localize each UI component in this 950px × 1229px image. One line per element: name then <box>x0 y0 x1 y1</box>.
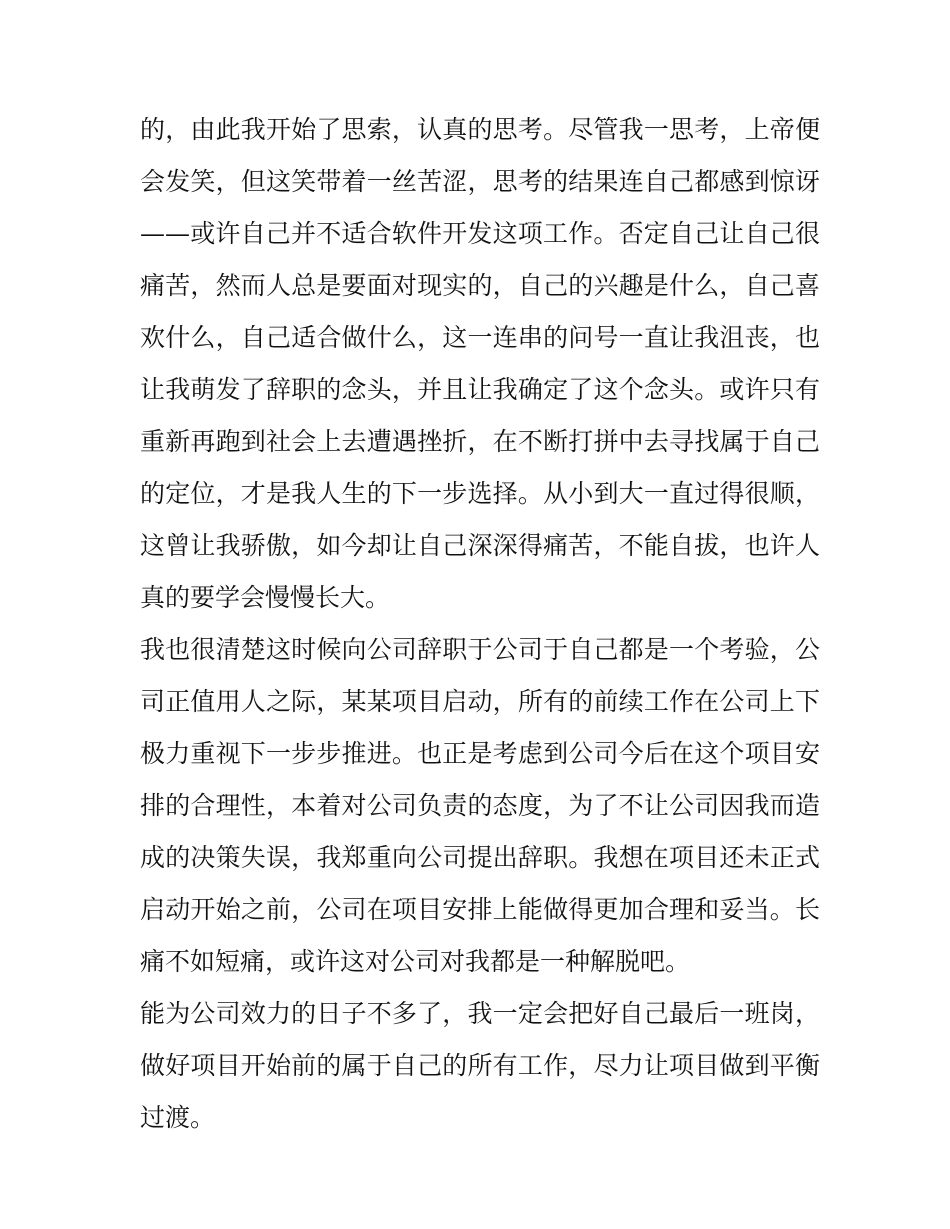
text-line: 会发笑，但这笑带着一丝苦涩，思考的结果连自己都感到惊讶 <box>140 167 820 196</box>
text-line: 这曾让我骄傲，如今却让自己深深得痛苦，不能自拔，也许人 <box>140 531 820 560</box>
text-line: 的定位，才是我人生的下一步选择。从小到大一直过得很顺， <box>140 479 820 508</box>
text-line: 痛不如短痛，或许这对公司对我都是一种解脱吧。 <box>140 947 691 976</box>
text-line: 过渡。 <box>140 1103 216 1132</box>
text-line: 重新再跑到社会上去遭遇挫折，在不断打拼中去寻找属于自己 <box>140 427 820 456</box>
text-line: 司正值用人之际，某某项目启动，所有的前续工作在公司上下 <box>140 687 820 716</box>
text-line: 欢什么，自己适合做什么，这一连串的问号一直让我沮丧，也 <box>140 323 820 352</box>
text-line: 极力重视下一步步推进。也正是考虑到公司今后在这个项目安 <box>140 739 820 768</box>
text-line: 痛苦，然而人总是要面对现实的，自己的兴趣是什么，自己喜 <box>140 271 820 300</box>
text-line: 做好项目开始前的属于自己的所有工作，尽力让项目做到平衡 <box>140 1051 820 1080</box>
text-line: ——或许自己并不适合软件开发这项工作。否定自己让自己很 <box>140 219 820 248</box>
text-line: 启动开始之前，公司在项目安排上能做得更加合理和妥当。长 <box>140 895 820 924</box>
text-line: 能为公司效力的日子不多了，我一定会把好自己最后一班岗， <box>140 999 820 1028</box>
text-line: 排的合理性，本着对公司负责的态度，为了不让公司因我而造 <box>140 791 820 820</box>
text-line: 成的决策失误，我郑重向公司提出辞职。我想在项目还未正式 <box>140 843 820 872</box>
text-line: 的，由此我开始了思索，认真的思考。尽管我一思考，上帝便 <box>140 115 820 144</box>
text-line: 我也很清楚这时候向公司辞职于公司于自己都是一个考验，公 <box>140 635 820 664</box>
text-line: 真的要学会慢慢长大。 <box>140 583 391 612</box>
text-line: 让我萌发了辞职的念头，并且让我确定了这个念头。或许只有 <box>140 375 820 404</box>
body-text <box>140 104 820 1144</box>
